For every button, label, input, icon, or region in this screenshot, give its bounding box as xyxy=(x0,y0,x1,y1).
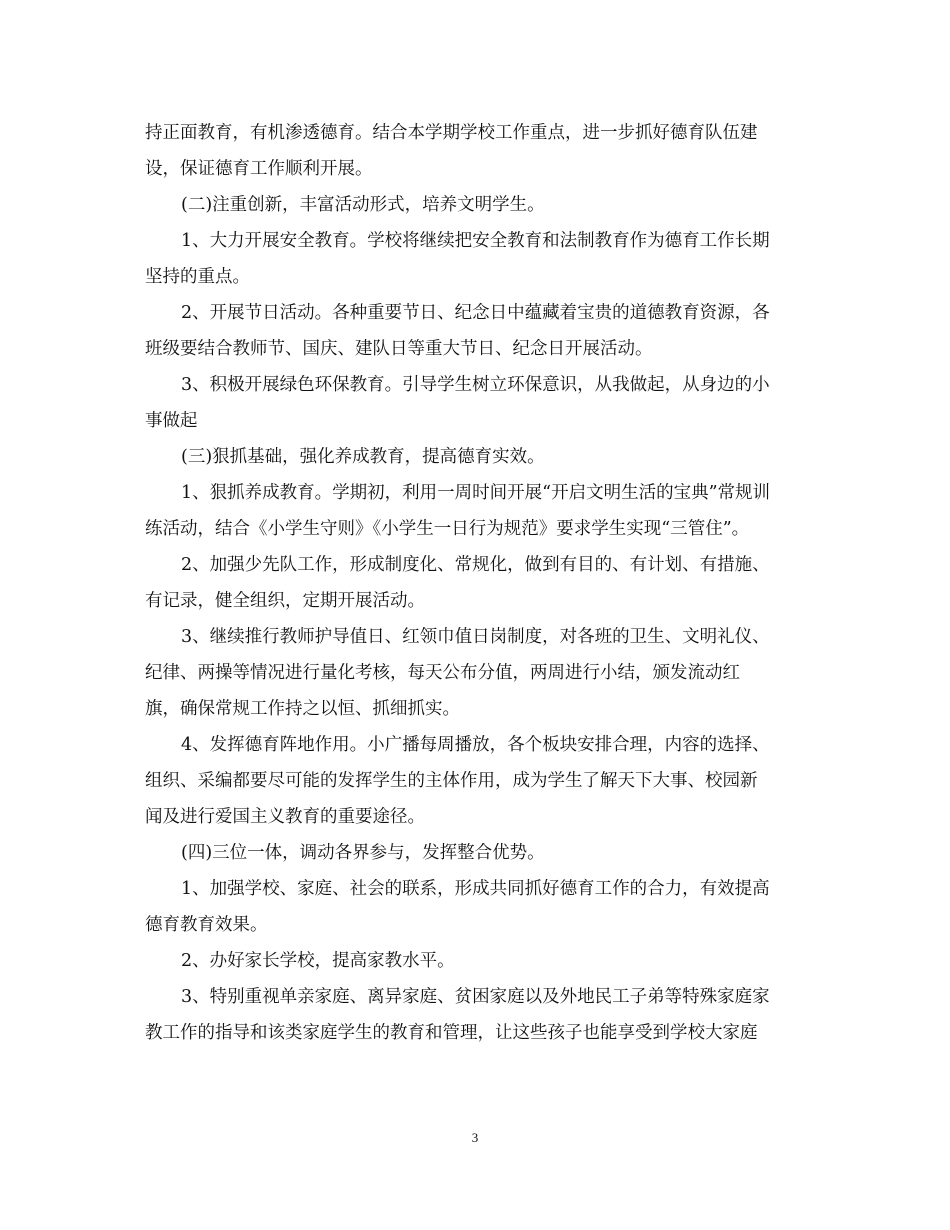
text-line: 旗，确保常规工作持之以恒、抓细抓实。 xyxy=(145,699,460,719)
text-line: (四)三位一体，调动各界参与，发挥整合优势。 xyxy=(181,843,545,863)
text-line: 有记录，健全组织，定期开展活动。 xyxy=(145,591,425,611)
text-line: 2、加强少先队工作，形成制度化、常规化，做到有目的、有计划、有措施、 xyxy=(181,555,770,575)
text-line: 1、大力开展安全教育。学校将继续把安全教育和法制教育作为德育工作长期 xyxy=(181,231,770,251)
text-line: 设，保证德育工作顺利开展。 xyxy=(145,159,373,179)
text-line: 纪律、两操等情况进行量化考核，每天公布分值，两周进行小结，颁发流动红 xyxy=(145,663,740,683)
text-line: 3、特别重视单亲家庭、离异家庭、贫困家庭以及外地民工子弟等特殊家庭家 xyxy=(181,987,770,1007)
text-line: 组织、采编都要尽可能的发挥学生的主体作用，成为学生了解天下大事、校园新 xyxy=(145,771,758,791)
text-line: 德育教育效果。 xyxy=(145,915,268,935)
text-line: 坚持的重点。 xyxy=(145,267,250,287)
document-body xyxy=(145,115,810,1051)
text-line: 1、加强学校、家庭、社会的联系，形成共同抓好德育工作的合力，有效提高 xyxy=(181,879,770,899)
text-line: 3、积极开展绿色环保教育。引导学生树立环保意识，从我做起，从身边的小 xyxy=(181,375,770,395)
text-line: (二)注重创新，丰富活动形式，培养文明学生。 xyxy=(181,195,545,215)
text-line: 事做起 xyxy=(145,411,198,431)
text-line: 持正面教育，有机渗透德育。结合本学期学校工作重点，进一步抓好德育队伍建 xyxy=(145,123,758,143)
text-line: 1、狠抓养成教育。学期初，利用一周时间开展“开启文明生活的宝典”常规训 xyxy=(181,483,771,503)
text-line: 闻及进行爱国主义教育的重要途径。 xyxy=(145,807,425,827)
page-number: 3 xyxy=(471,1130,479,1145)
text-line: 教工作的指导和该类家庭学生的教育和管理，让这些孩子也能享受到学校大家庭 xyxy=(145,1023,758,1043)
text-line: 班级要结合教师节、国庆、建队日等重大节日、纪念日开展活动。 xyxy=(145,339,653,359)
text-line: 练活动，结合《小学生守则》《小学生一日行为规范》要求学生实现“三管住”。 xyxy=(145,519,750,539)
text-line: 4、发挥德育阵地作用。小广播每周播放，各个板块安排合理，内容的选择、 xyxy=(181,735,770,755)
text-line: (三)狠抓基础，强化养成教育，提高德育实效。 xyxy=(181,447,545,467)
text-line: 2、办好家长学校，提高家教水平。 xyxy=(181,951,455,971)
text-line: 2、开展节日活动。各种重要节日、纪念日中蕴藏着宝贵的道德教育资源，各 xyxy=(181,303,770,323)
text-line: 3、继续推行教师护导值日、红领巾值日岗制度，对各班的卫生、文明礼仪、 xyxy=(181,627,770,647)
